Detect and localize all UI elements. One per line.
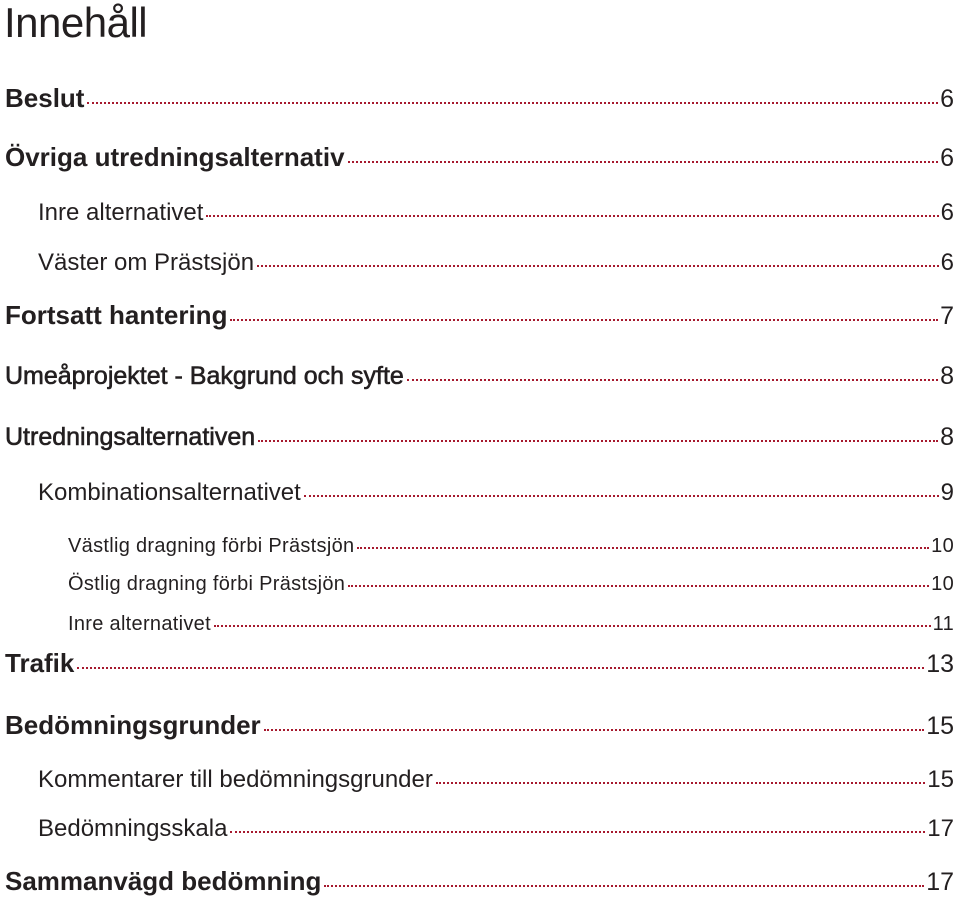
toc-entry-kommentarer[interactable]: [38, 766, 954, 794]
dot-leader: [357, 547, 929, 549]
toc-entry-label: Bedömningsgrunder: [5, 710, 261, 740]
dot-leader: [77, 667, 924, 669]
toc-entry-trafik[interactable]: [5, 648, 954, 679]
dot-leader: [348, 585, 929, 587]
toc-entry-label: Väster om Prästsjön: [38, 249, 255, 276]
toc-entry-page: 9: [940, 479, 954, 506]
dot-leader: [230, 319, 938, 321]
toc-entry-utredningsalternativen[interactable]: [5, 423, 954, 452]
toc-entry-label: Kommentarer till bedömningsgrunder: [38, 766, 433, 793]
toc-entry-label: Utredningsalternativen: [5, 423, 256, 451]
toc-entry-label: Östlig dragning förbi Prästsjön: [68, 573, 346, 595]
toc-entry-page: 15: [927, 766, 954, 793]
dot-leader: [324, 885, 924, 887]
toc-entry-label: Beslut: [5, 83, 85, 113]
toc-entry-kombinationsalternativet[interactable]: [38, 479, 954, 507]
toc-entry-label: Fortsatt hantering: [5, 300, 228, 330]
dot-leader: [407, 379, 938, 381]
toc-entry-umeaprojektet[interactable]: [5, 362, 954, 391]
dot-leader: [436, 782, 925, 784]
dot-leader: [87, 102, 938, 104]
toc-entry-page: 15: [926, 712, 954, 740]
toc-entry-page: 6: [940, 85, 954, 113]
toc-entry-bedomningsskala[interactable]: [38, 815, 954, 843]
toc-entry-label: Umeåprojektet - Bakgrund och syfte: [5, 362, 404, 390]
toc-entry-page: 8: [940, 362, 954, 390]
toc-entry-label: Trafik: [5, 648, 75, 678]
toc-entry-beslut[interactable]: [5, 83, 954, 114]
toc-entry-label: Bedömningsskala: [38, 815, 228, 842]
toc-entry-page: 17: [926, 868, 954, 896]
toc-entry-ovriga-utredningsalternativ[interactable]: [5, 142, 954, 173]
toc-entry-ostlig-dragning[interactable]: [68, 573, 954, 596]
toc-entry-sammanvagd-bedomning[interactable]: [5, 866, 954, 897]
toc-entry-fortsatt-hantering[interactable]: [5, 300, 954, 331]
dot-leader: [214, 625, 931, 627]
toc-entry-page: 6: [940, 199, 954, 226]
dot-leader: [258, 440, 938, 442]
toc-entry-label: Västlig dragning förbi Prästsjön: [68, 535, 355, 557]
dot-leader: [264, 729, 925, 731]
dot-leader: [206, 215, 938, 217]
toc-entry-page: 6: [940, 249, 954, 276]
toc-entry-label: Inre alternativet: [68, 613, 211, 635]
toc-entry-page: 8: [940, 423, 954, 451]
toc-entry-inre-alternativet[interactable]: [38, 199, 954, 227]
toc-entry-bedomningsgrunder[interactable]: [5, 710, 954, 741]
toc-entry-vaster-om-prastsjon[interactable]: [38, 249, 954, 277]
toc-entry-label: Inre alternativet: [38, 199, 204, 226]
page-title: Innehåll: [4, 0, 148, 46]
toc-entry-label: Övriga utredningsalternativ: [5, 142, 345, 172]
toc-entry-page: 17: [927, 815, 954, 842]
toc-entry-page: 6: [940, 144, 954, 172]
toc-entry-vastlig-dragning[interactable]: [68, 535, 954, 558]
toc-entry-inre-alternativet-sub[interactable]: [68, 613, 954, 636]
dot-leader: [257, 265, 939, 267]
toc-entry-label: Sammanvägd bedömning: [5, 866, 322, 896]
toc-entry-label: Kombinationsalternativet: [38, 479, 301, 506]
toc-entry-page: 11: [932, 613, 954, 635]
toc-entry-page: 13: [926, 650, 954, 678]
toc-entry-page: 10: [931, 573, 954, 595]
dot-leader: [348, 161, 939, 163]
toc-entry-page: 7: [940, 302, 954, 330]
dot-leader: [304, 495, 939, 497]
toc-entry-page: 10: [931, 535, 954, 557]
dot-leader: [230, 831, 925, 833]
